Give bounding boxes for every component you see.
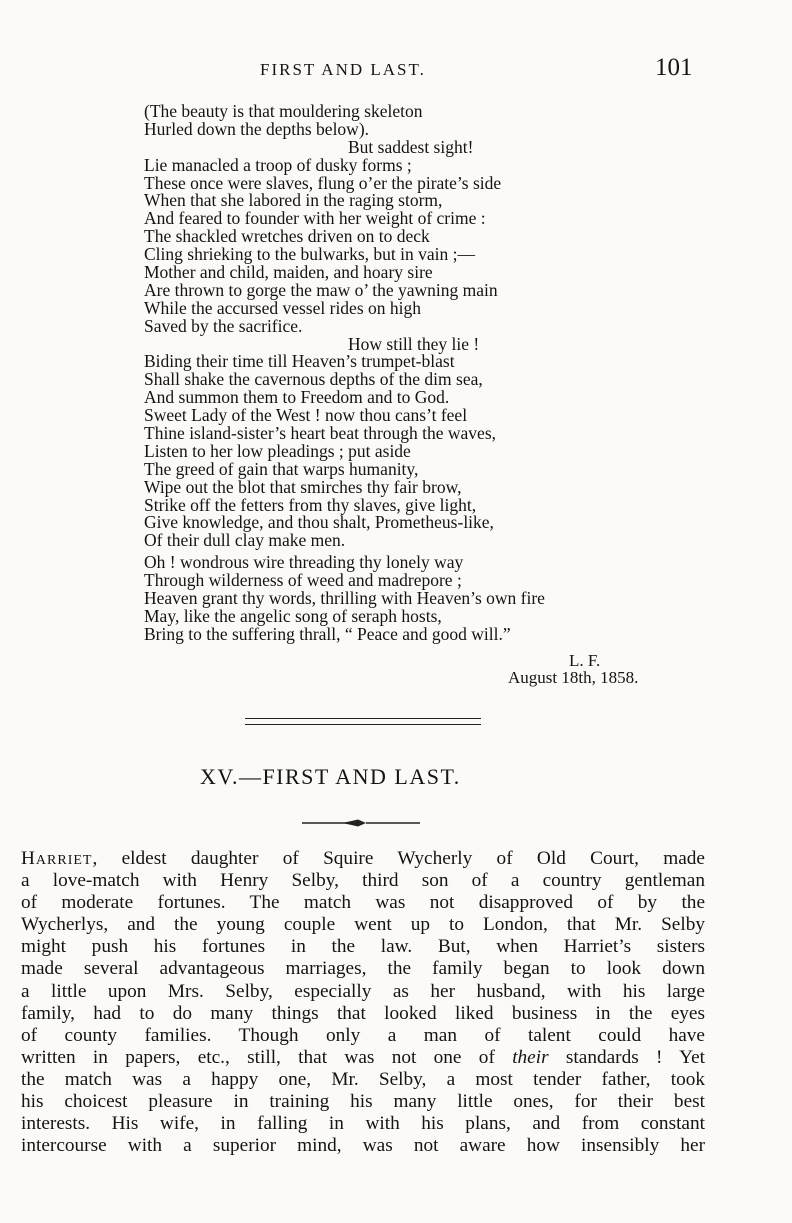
poem-line: Give knowledge, and thou shalt, Prometheus-like, xyxy=(144,512,494,533)
signature-date: August 18th, 1858. xyxy=(508,668,639,687)
body-line: Wycherlys, and the young couple went up to London, that Mr. Selby xyxy=(21,914,705,936)
body-line: family, had to do many things that looked liked business in the eyes xyxy=(21,1002,705,1024)
body-line: a little upon Mrs. Selby, especially as her husband, with his large xyxy=(21,980,705,1002)
poem-line: Saved by the sacrifice. xyxy=(144,315,303,336)
poem-line: Are thrown to gorge the maw o’ the yawning main xyxy=(144,279,498,300)
poem-line: Lie manacled a troop of dusky forms ; xyxy=(144,154,412,175)
body-line: a love-match with Henry Selby, third son of a country gentleman xyxy=(21,870,705,892)
poem-line: May, like the angelic song of seraph hosts, xyxy=(144,605,442,626)
poem-line: These once were slaves, flung o’er the pirate’s side xyxy=(144,172,502,193)
body-line-text: written in papers, etc., still, that was not one of xyxy=(21,1046,495,1068)
poem-line: And feared to founder with her weight of crime : xyxy=(144,208,486,229)
poem-line: The greed of gain that warps humanity, xyxy=(144,458,419,479)
drop-word: Harriet xyxy=(21,848,93,869)
poem-line: Bring to the suffering thrall, “ Peace and good will.” xyxy=(144,623,511,644)
poem-line: Oh ! wondrous wire threading thy lonely way xyxy=(144,552,464,573)
body-line: made several advantageous marriages, the family began to look down xyxy=(21,958,705,980)
page-number: 101 xyxy=(655,54,693,81)
poem-line: Hurled down the depths below). xyxy=(144,118,370,139)
poem-line: Shall shake the cavernous depths of the dim sea, xyxy=(144,369,483,390)
poem-line: How still they lie ! xyxy=(348,333,480,354)
poem-line: (The beauty is that mouldering skeleton xyxy=(144,101,423,121)
emphasis-word: their xyxy=(512,1046,549,1068)
poem xyxy=(144,103,704,644)
poem-line: Through wilderness of weed and madrepore ; xyxy=(144,570,462,591)
body-line: of county families. Though only a man of talent could have xyxy=(21,1024,705,1046)
body-line: the match was a happy one, Mr. Selby, a most tender father, took xyxy=(21,1068,705,1090)
running-title: FIRST AND LAST. xyxy=(260,60,426,79)
body-line-text: , eldest daughter of Squire Wycherly of Old Court, made xyxy=(92,848,705,869)
poem-line: Cling shrieking to the bulwarks, but in vain ;— xyxy=(144,244,476,265)
body-line xyxy=(21,848,705,870)
body-line xyxy=(21,1047,705,1069)
poem-line: Wipe out the blot that smirches thy fair brow, xyxy=(144,476,462,497)
poem-line: Strike off the fetters from thy slaves, give light, xyxy=(144,494,477,515)
body-line-text: standards ! Yet xyxy=(565,1046,705,1068)
body-line: of moderate fortunes. The match was not disapproved of by the xyxy=(21,892,705,914)
section-divider xyxy=(245,718,481,725)
body-line: intercourse with a superior mind, was not aware how insensibly her xyxy=(21,1135,705,1157)
poem-line: Thine island-sister’s heart beat through the waves, xyxy=(144,423,497,444)
poem-line: And summon them to Freedom and to God. xyxy=(144,387,450,408)
poem-line: But saddest sight! xyxy=(348,136,474,157)
poem-line: While the accursed vessel rides on high xyxy=(144,297,421,318)
poem-line: When that she labored in the raging storm, xyxy=(144,190,443,211)
chapter-body xyxy=(21,848,705,1157)
page-header xyxy=(0,56,792,86)
poem-line: The shackled wretches driven on to deck xyxy=(144,226,430,247)
body-line: might push his fortunes in the law. But, when Harriet’s sisters xyxy=(21,936,705,958)
poem-line: Listen to her low pleadings ; put aside xyxy=(144,440,411,461)
poem-line: Of their dull clay make men. xyxy=(144,530,346,551)
poem-line: Sweet Lady of the West ! now thou cans’t feel xyxy=(144,405,468,426)
signature-initials: L. F. xyxy=(569,651,601,670)
poem-line: Heaven grant thy words, thrilling with Heaven’s own fire xyxy=(144,588,545,609)
ornament-flourish-icon xyxy=(302,818,420,828)
chapter-title: XV.—FIRST AND LAST. xyxy=(200,764,461,789)
poem-line: Biding their time till Heaven’s trumpet-blast xyxy=(144,351,455,372)
poem-line: Mother and child, maiden, and hoary sire xyxy=(144,262,433,283)
body-line: interests. His wife, in falling in with his plans, and from constant xyxy=(21,1113,705,1135)
body-line: his choicest pleasure in training his many little ones, for their best xyxy=(21,1091,705,1113)
